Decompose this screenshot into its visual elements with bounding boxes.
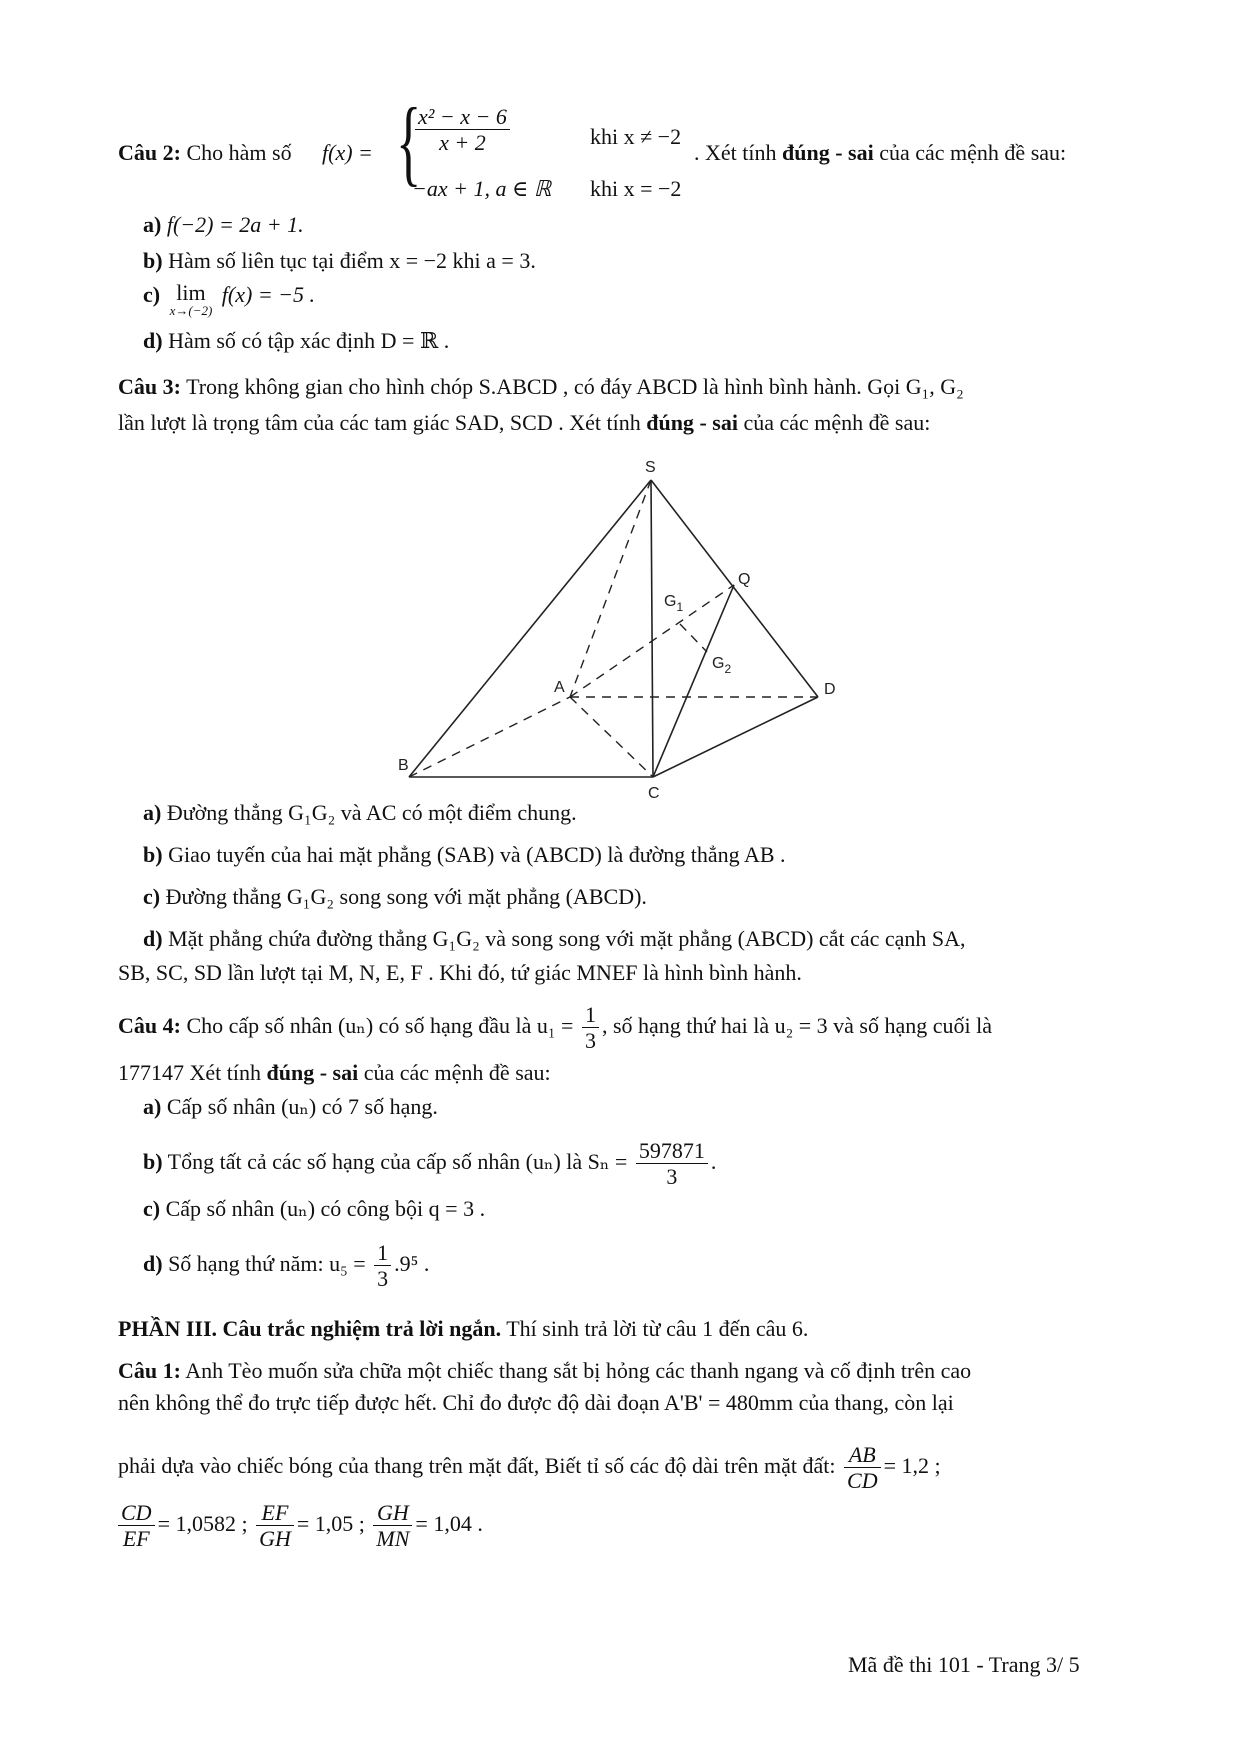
q2-tail-dash: -: [829, 140, 849, 165]
q3-bold2: sai: [712, 410, 738, 435]
q4-u1-den: 3: [584, 1028, 596, 1054]
page-footer: Mã đề thi 101 - Trang 3/ 5: [848, 1652, 1080, 1677]
diag-AC: [570, 697, 653, 777]
q3-b-label: b): [143, 842, 163, 867]
q2-c-lim: lim: [176, 280, 206, 305]
q3-line1-text: Trong không gian cho hình chóp S.ABCD , có đáy ABCD là hình bình hành. Gọi G₁, G₂: [186, 374, 964, 399]
q2-c-label: c): [143, 282, 161, 307]
q2-piece1-den: x + 2: [439, 130, 486, 156]
label-D: D: [824, 681, 836, 698]
q2-piece2-cond: khi x = −2: [590, 176, 682, 201]
pyramid-figure: [0, 0, 1240, 820]
q2-tail-text2: của các mệnh đề sau:: [873, 140, 1067, 165]
q2-tail-text1: . Xét tính: [694, 140, 782, 165]
q4-a-text: Cấp số nhân (uₙ) có 7 số hạng.: [166, 1094, 438, 1119]
q2-piece2-expr: −ax + 1, a ∈ ℝ: [412, 176, 552, 201]
q4-d-text: Số hạng thứ năm: u₅ =: [168, 1250, 366, 1276]
segment-G1G2: [680, 624, 707, 652]
q5-line3-text: phải dựa vào chiếc bóng của thang trên mặt đất, Biết tỉ số các độ dài trên mặt đất:: [118, 1452, 836, 1478]
q2-a-label: a): [143, 212, 162, 237]
q4-c-label: c): [143, 1196, 161, 1221]
edge-SD: [651, 480, 818, 697]
q2-intro: Cho hàm số: [186, 140, 292, 165]
q2-fx: f(x) =: [322, 140, 373, 165]
q5-f2-val: = 1,0582 ;: [157, 1510, 248, 1536]
q3-option-c: [143, 884, 647, 910]
label-Q: Q: [738, 571, 751, 588]
q4-b-text: Tổng tất cả các số hạng của cấp số nhân (uₙ) là Sₙ =: [167, 1148, 628, 1174]
q4-a-label: a): [143, 1094, 162, 1119]
q5-f1-den: CD: [847, 1468, 878, 1494]
part3-text: Thí sinh trả lời từ câu 1 đến câu 6.: [501, 1316, 809, 1341]
label-S: S: [645, 459, 656, 476]
label-A: A: [554, 679, 565, 696]
edge-SC: [651, 480, 653, 777]
q4-bold2: sai: [332, 1060, 359, 1085]
q3-a-label: a): [143, 800, 162, 825]
q2-d-text: Hàm số có tập xác định D = ℝ .: [168, 328, 450, 353]
q5-line1-text: Anh Tèo muốn sửa chữa một chiếc thang sắt bị hỏng các thanh ngang và cố định trên cao: [185, 1358, 972, 1383]
q4-d-num: 1: [374, 1240, 391, 1266]
q3-bold1: đúng: [646, 410, 694, 435]
q4-line1-a: Cho cấp số nhân (uₙ) có số hạng đầu là u₁ =: [186, 1012, 574, 1038]
q2-d-label: d): [143, 328, 163, 353]
q2-piece1-cond: khi x ≠ −2: [590, 124, 682, 149]
q3-a-text: Đường thẳng G₁G₂ và AC có một điểm chung.: [166, 800, 577, 825]
q5-f3-val: = 1,05 ;: [296, 1510, 365, 1536]
q5-f1-val: = 1,2 ;: [883, 1452, 941, 1478]
line-CQ: [653, 585, 734, 777]
q3-option-b: [143, 842, 786, 868]
q3-d-text1: Mặt phẳng chứa đường thẳng G₁G₂ và song song với mặt phẳng (ABCD) cắt các cạnh SA,: [168, 926, 966, 951]
q2-a-text: f(−2) = 2a + 1.: [166, 212, 304, 237]
q3-line2-text-a: lần lượt là trọng tâm của các tam giác SAD, SCD . Xét tính: [118, 410, 647, 435]
q2-b-text: Hàm số liên tục tại điểm x = −2 khi a = 3.: [168, 248, 536, 273]
label-C: C: [648, 785, 660, 802]
q4-d-end: .9⁵ .: [394, 1250, 430, 1276]
q3-option-a: [143, 800, 577, 826]
q2-b-label: b): [143, 248, 163, 273]
q4-d-den: 3: [377, 1266, 389, 1292]
q5-f2-num: CD: [118, 1500, 155, 1526]
q3-c-text: Đường thẳng G₁G₂ song song với mặt phẳng (ABCD).: [165, 884, 647, 909]
edge-SB: [409, 480, 651, 777]
edge-SA: [570, 480, 651, 697]
q5-line4: [118, 1500, 483, 1552]
label-G2: $G_2$: [712, 655, 732, 676]
q2-tail-bold1: đúng: [782, 140, 830, 165]
q4-option-b: [143, 1138, 716, 1190]
q5-f4-val: = 1,04 .: [415, 1510, 483, 1536]
q4-d-label: d): [143, 1250, 163, 1276]
q3-dash: -: [693, 410, 713, 435]
label-G1: $G_1$: [664, 593, 684, 614]
q5-label: Câu 1:: [118, 1358, 181, 1383]
q5-f1-num: AB: [844, 1442, 881, 1468]
q4-u1-num: 1: [582, 1002, 599, 1028]
q4-c-text: Cấp số nhân (uₙ) có công bội q = 3 .: [165, 1196, 486, 1221]
edge-CD: [653, 697, 818, 777]
edge-AB: [409, 697, 570, 777]
q4-b-den: 3: [666, 1164, 678, 1190]
q3-c-label: c): [143, 884, 161, 909]
q3-b-text: Giao tuyến của hai mặt phẳng (SAB) và (ABCD) là đường thẳng AB .: [168, 842, 786, 867]
q4-b-end: .: [710, 1148, 717, 1174]
label-B: B: [398, 757, 409, 774]
q5-line2: nên không thể đo trực tiếp được hết. Chỉ đo được độ dài đoạn A'B' = 480mm của thang, còn lại: [118, 1390, 954, 1415]
q5-f2-den: EF: [122, 1526, 150, 1552]
q4-line2-a: 177147 Xét tính: [118, 1060, 267, 1085]
q4-option-d: [143, 1240, 429, 1292]
q4-dash: -: [314, 1060, 333, 1085]
q2-c-lim-sub: x→(−2): [169, 303, 213, 318]
part3-bold: PHẦN III. Câu trắc nghiệm trả lời ngắn.: [118, 1316, 502, 1341]
q2-brace: {: [396, 88, 422, 195]
q5-f3-num: EF: [256, 1500, 294, 1526]
q2-label: Câu 2:: [118, 140, 181, 165]
q2-piece1-num: x² − x − 6: [415, 104, 510, 130]
q4-b-label: b): [143, 1148, 163, 1174]
q2-c-text: f(x) = −5 .: [221, 282, 316, 307]
q4-option-c: [143, 1196, 485, 1222]
q5-f3-den: GH: [259, 1526, 291, 1552]
q4-line2: [118, 1060, 551, 1086]
q4-line2-b: của các mệnh đề sau:: [358, 1060, 551, 1085]
q3-option-d: [143, 926, 966, 952]
q2-tail-bold2: sai: [848, 140, 874, 165]
q4-label: Câu 4:: [118, 1012, 181, 1038]
part3-heading: [118, 1316, 808, 1342]
q5-line3: [118, 1442, 941, 1494]
q3-label: Câu 3:: [118, 374, 181, 399]
q4-line1-b: , số hạng thứ hai là u₂ = 3 và số hạng cuối là: [601, 1012, 993, 1038]
q4-line1: [118, 1002, 992, 1054]
q3-option-d-cont: SB, SC, SD lần lượt tại M, N, E, F . Khi đó, tứ giác MNEF là hình bình hành.: [118, 960, 802, 985]
q5-f4-den: MN: [376, 1526, 410, 1552]
q5-f4-num: GH: [373, 1500, 412, 1526]
q3-d-label: d): [143, 926, 163, 951]
q3-line2-text-b: của các mệnh đề sau:: [737, 410, 931, 435]
q4-bold1: đúng: [266, 1060, 315, 1085]
q5-line1: [118, 1358, 971, 1384]
q4-option-a: [143, 1094, 438, 1120]
q4-b-num: 597871: [636, 1138, 708, 1164]
